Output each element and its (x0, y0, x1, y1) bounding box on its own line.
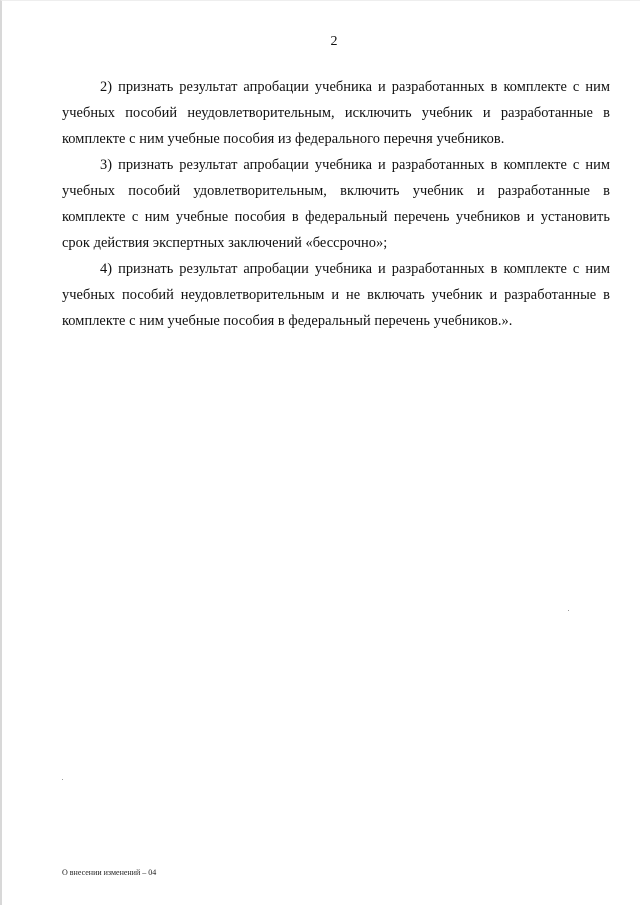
document-body (62, 74, 610, 334)
footer-note: О внесении изменений – 04 (62, 868, 157, 877)
paragraph-item-3: 3) признать результат апробации учебника и разработанных в комплекте с ним учебных пособий удовлетворительным, включить учебник и разработанные в комплекте с ним учебные пособия в федеральный перечень учебников и установить срок действия экспертных заключений «бессрочно»; (62, 157, 610, 251)
scan-speck (62, 779, 63, 780)
scan-speck (568, 610, 569, 611)
paragraph-item-2: 2) признать результат апробации учебника и разработанных в комплекте с ним учебных пособий неудовлетворительным, исключить учебник и разработанные в комплекте с ним учебные пособия из федерального перечня учебников. (62, 79, 610, 147)
page-number: 2 (330, 34, 338, 49)
paragraph-item-4: 4) признать результат апробации учебника и разработанных в комплекте с ним учебных пособий неудовлетворительным и не включать учебник и разработанные в комплекте с ним учебные пособия в федеральный перечень учебников.». (62, 261, 610, 329)
